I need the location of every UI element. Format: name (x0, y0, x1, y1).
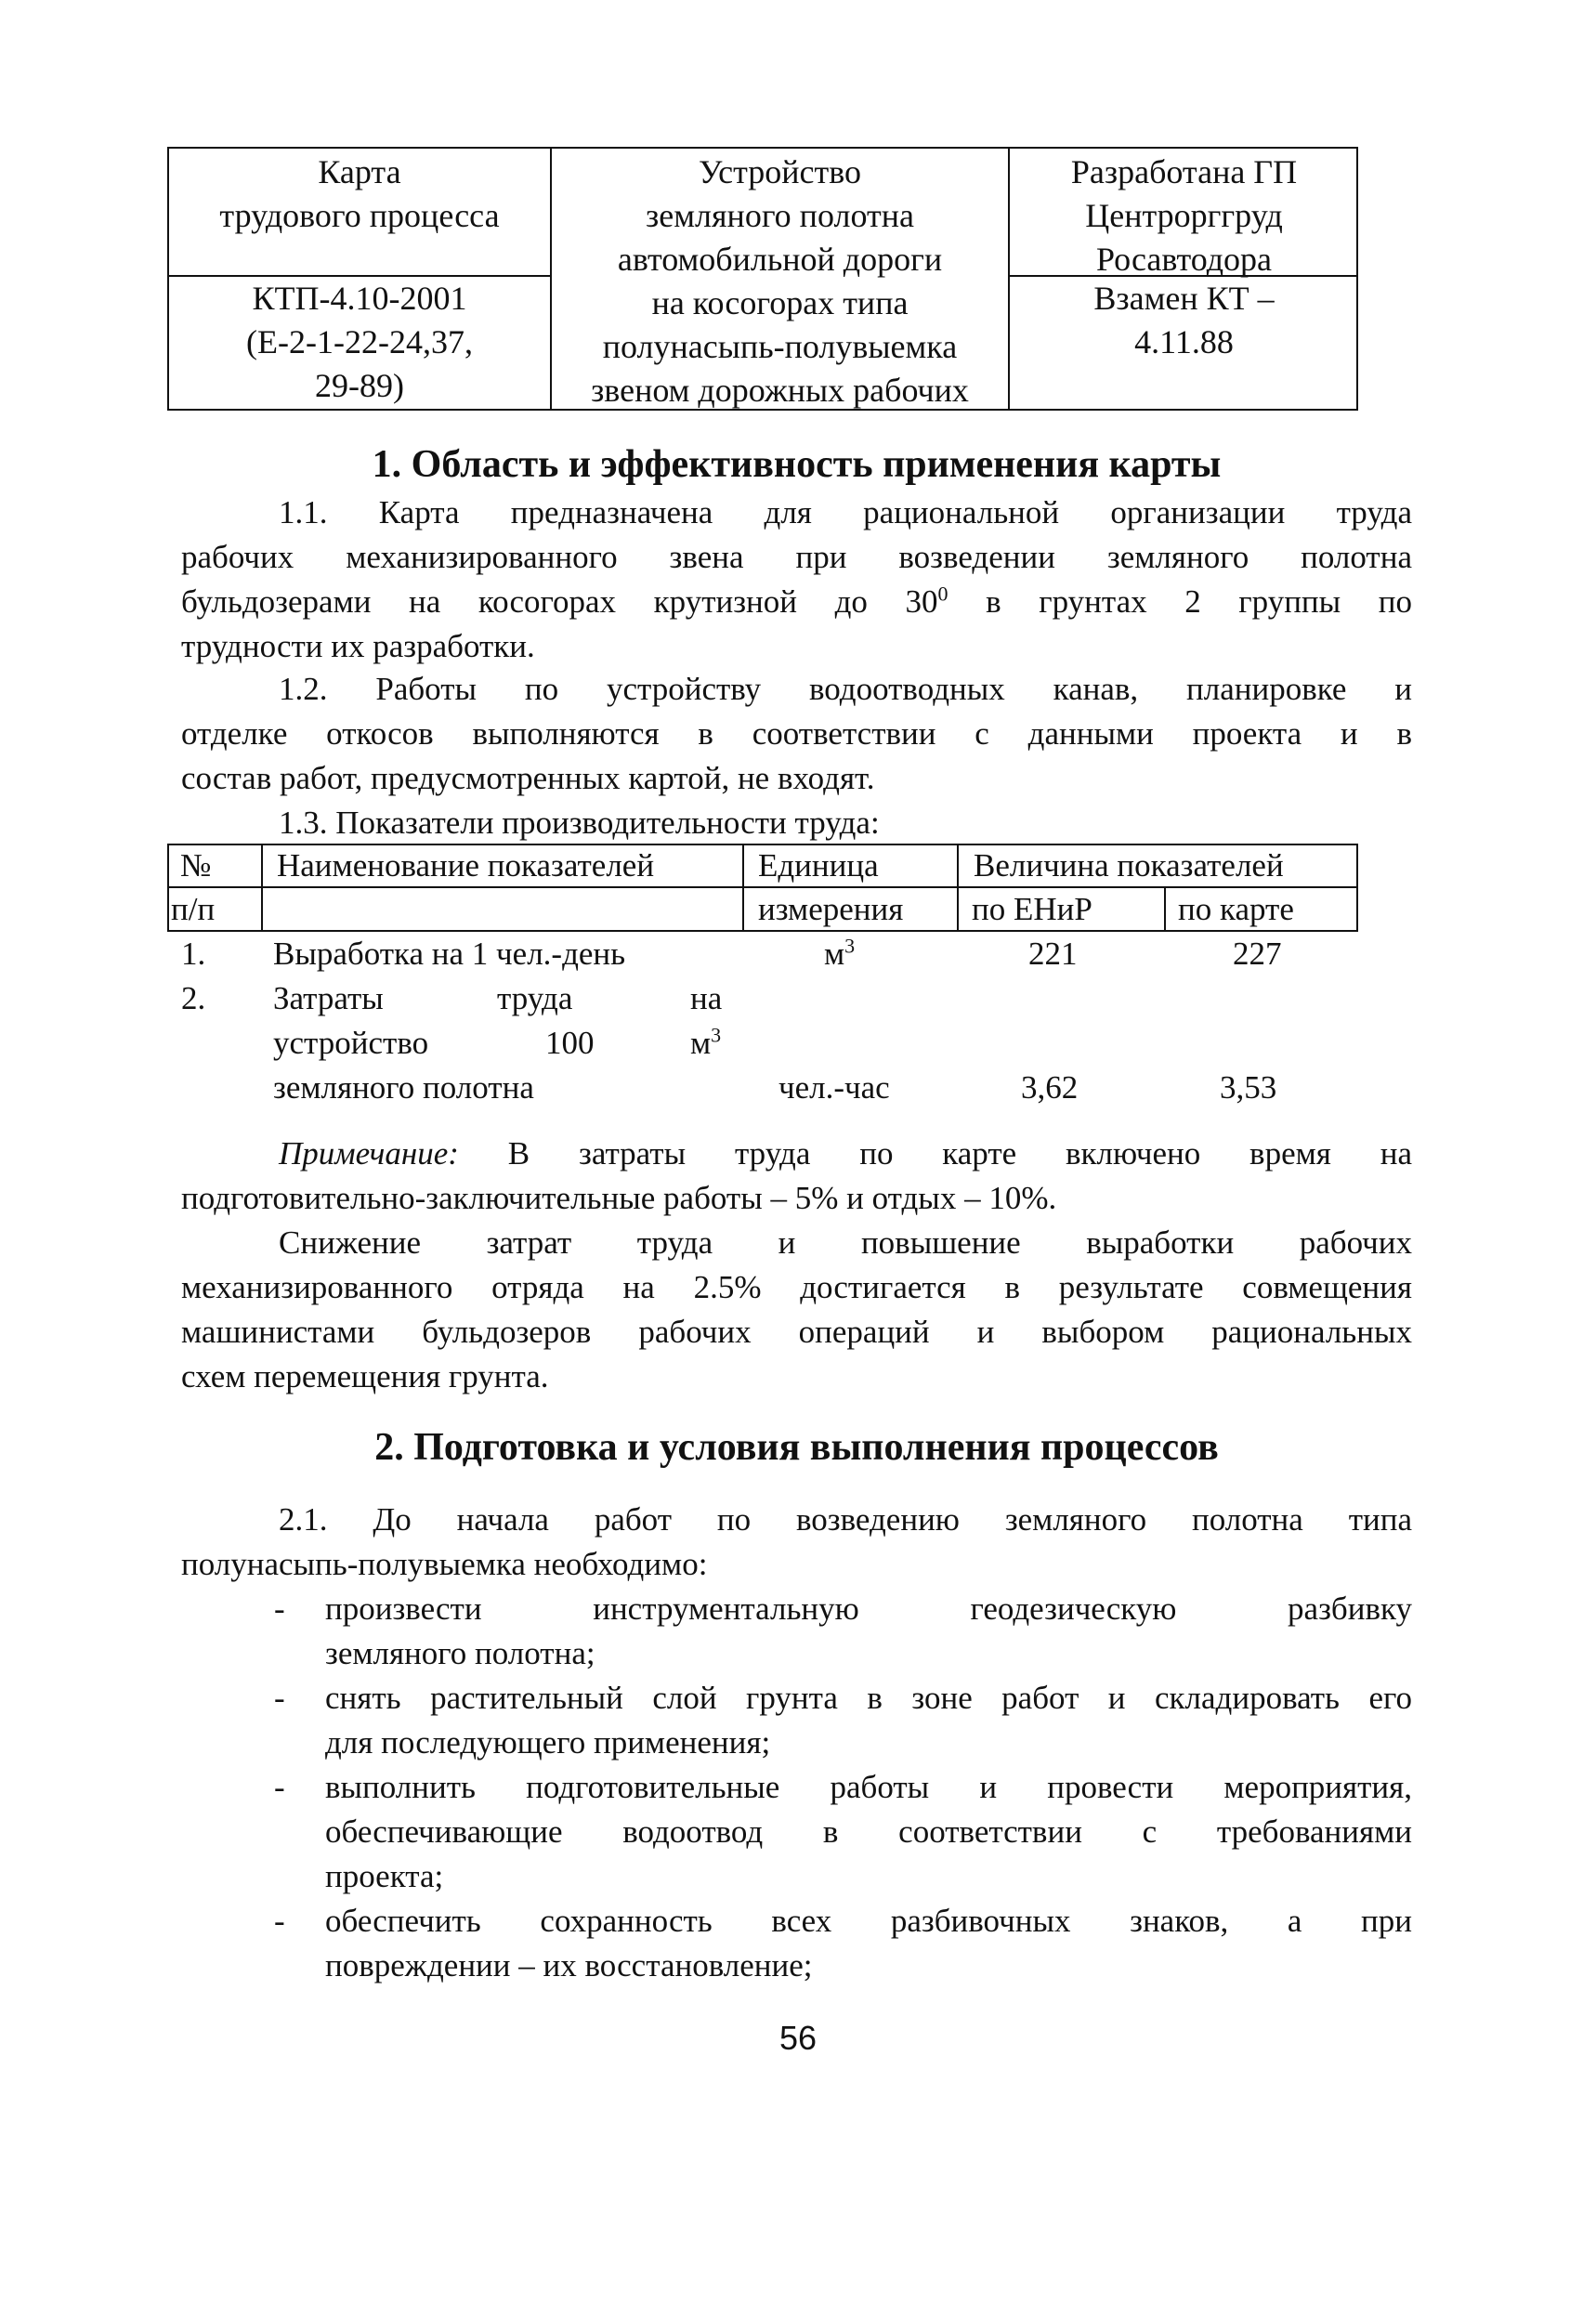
col-unit-header: Единица (758, 847, 879, 884)
col-value-header: Величина показателей (974, 847, 1284, 884)
paragraph-1-3 (181, 801, 1412, 845)
paragraph-line: Снижение затрат труда и повышение выработки рабочих (279, 1224, 1412, 1261)
section-2-title: 2. Подготовка и условия выполнения процессов (374, 1426, 1219, 1469)
row-name-word: 100 (545, 1025, 595, 1061)
bullet-dash: - (274, 1590, 285, 1627)
col-num-header: № (180, 847, 212, 884)
note-label: Примечание: (279, 1135, 459, 1172)
paragraph-line: механизированного отряда на 2.5% достигается в результате совмещения (181, 1269, 1412, 1305)
col-enir-header: по ЕНиР (972, 891, 1092, 927)
paragraph-line: схем перемещения грунта. (181, 1358, 549, 1394)
bullet-dash: - (274, 1903, 285, 1939)
row-name-word: на (690, 980, 723, 1016)
paragraph-line: состав работ, предусмотренных картой, не входят. (181, 760, 875, 796)
paragraph-line: машинистами бульдозеров рабочих операций и выбором рациональных (181, 1314, 1412, 1350)
row-name-word: устройство (273, 1025, 429, 1061)
paragraph-line: Примечание: В затраты труда по карте включено время на (279, 1135, 1412, 1172)
row-unit: чел.-час (778, 1069, 890, 1106)
row-name-word: Затраты (273, 980, 384, 1016)
paragraph-line: трудности их разработки. (181, 628, 535, 664)
row-num: 2. (181, 980, 206, 1016)
paragraph-line: 2.1. До начала работ по возведению земляного полотна типа (279, 1501, 1412, 1538)
paragraph-line: полунасыпь-полувыемка необходимо: (181, 1546, 708, 1582)
row-card: 3,53 (1220, 1069, 1277, 1106)
paragraph-line: отделке откосов выполняются в соответствии с данными проекта и в (181, 715, 1412, 752)
paragraph-1-2 (181, 667, 1412, 801)
col-unit-header-2: измерения (758, 891, 904, 927)
section-1-title: 1. Область и эффективность применения карты (372, 443, 1222, 486)
paragraph-line: 1.3. Показатели производительности труда: (279, 805, 880, 841)
row-num: 1. (181, 936, 206, 972)
paragraph-line: рабочих механизированного звена при возведении земляного полотна (181, 539, 1412, 575)
paragraph-2-1 (181, 1498, 1412, 1587)
col-name-header: Наименование показателей (277, 847, 655, 884)
row-name: Выработка на 1 чел.-день (273, 936, 626, 972)
bullet-dash: - (274, 1769, 285, 1805)
col-num-header-2: п/п (171, 891, 216, 927)
paragraph-line: 1.2. Работы по устройству водоотводных канав, планировке и (279, 671, 1412, 707)
paragraph-1-1 (181, 491, 1412, 669)
bullet-dash: - (274, 1680, 285, 1716)
row-enir: 3,62 (1021, 1069, 1079, 1106)
row-name-word: $м^3$ (690, 1023, 722, 1061)
paragraph-line: 1.1. Карта предназначена для рациональной организации труда (279, 494, 1412, 530)
note (181, 1132, 1412, 1221)
table-header-cell (261, 886, 744, 932)
header-card-code: КТП-4.10-2001 (Е-2-1-22-24,37, 29-89) (246, 280, 473, 404)
paragraph-reduction (181, 1221, 1412, 1399)
list-item: произвести инструментальную геодезическую разбивку земляного полотна; (325, 1590, 1412, 1671)
row-enir: 221 (1028, 936, 1078, 972)
page-number: 56 (778, 2019, 818, 2057)
col-card-header: по карте (1178, 891, 1294, 927)
header-developer: Разработана ГП Центрорггруд Росавтодора (1070, 153, 1298, 278)
paragraph-line: подготовительно-заключительные работы – 5% и отдых – 10%. (181, 1180, 1057, 1216)
list-item: обеспечить сохранность всех разбивочных знаков, а при повреждении – их восстановление; (325, 1903, 1412, 1983)
header-card-type: Карта трудового процесса (219, 153, 500, 234)
row-unit: $м^3$ (824, 934, 856, 972)
row-card: 227 (1233, 936, 1282, 972)
row-name-word: труда (497, 980, 573, 1016)
row-name-word: земляного полотна (273, 1069, 534, 1106)
paragraph-line: бульдозерами на косогорах крутизной до $30^0$ в грунтах 2 группы по (181, 582, 1413, 620)
header-table (167, 147, 1358, 411)
list-item: снять растительный слой грунта в зоне работ и складировать его для последующего применения; (325, 1680, 1412, 1761)
list-item: выполнить подготовительные работы и провести мероприятия, обеспечивающие водоотвод в соответствии с требованиями проекта; (325, 1769, 1412, 1894)
indicators-table (167, 844, 1358, 932)
header-replaces: Взамен КТ – 4.11.88 (1093, 280, 1275, 360)
header-card-title: Устройство земляного полотна автомобильной дороги на косогорах типа полунасыпь-полувыемка звеном дорожных рабочих (591, 153, 969, 409)
